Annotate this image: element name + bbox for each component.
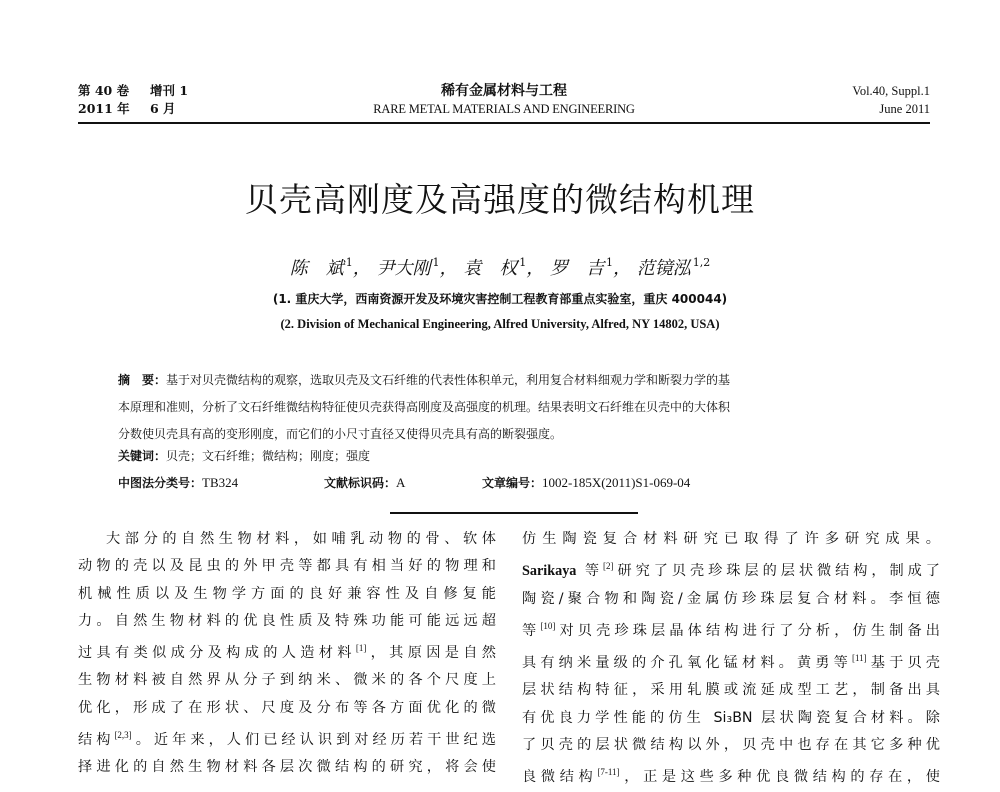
section-divider: [390, 512, 638, 514]
running-header: [78, 82, 930, 122]
body-line: [78, 635, 496, 667]
author-affiliation-mark: 1,2: [692, 256, 711, 269]
body-line: 动物的壳以及昆虫的外甲壳等都具有相当好的物理和: [78, 558, 496, 575]
author-ref: Sarikaya: [522, 563, 577, 580]
author-separator: ，: [612, 258, 631, 279]
month-cn: 6 月: [150, 101, 176, 116]
document-code: [324, 473, 405, 493]
author-affiliation-mark: 1: [519, 256, 527, 269]
text-segment: 过具有类似成分及构成的人造材料: [78, 645, 356, 662]
keywords: [118, 446, 370, 466]
body-line: 了贝壳的层状微结构以外，贝壳中也存在其它多种优: [522, 737, 940, 754]
article-no-label: 文章编号：: [482, 476, 543, 490]
body-line: 力。自然生物材料的优良性质及特殊功能可能远远超: [78, 612, 496, 629]
text-segment: 等: [522, 622, 541, 639]
article-title: 贝壳高刚度及高强度的微结构机理: [245, 180, 755, 219]
citation: [10]: [540, 620, 556, 631]
volume-en: Vol.40, Suppl.1: [852, 84, 930, 98]
author-affiliation-mark: 1: [432, 256, 440, 269]
body-line: 仿生陶瓷复合材料研究已取得了许多研究成果。: [522, 531, 940, 547]
clc-label: 中图法分类号：: [118, 476, 203, 490]
text-segment: 结构: [78, 732, 115, 749]
body-line: 陶瓷/聚合物和陶瓷/金属仿珍珠层复合材料。李恒德: [522, 590, 940, 607]
author-name: 袁 权: [463, 258, 518, 279]
body-line: 层状结构特征，采用轧膜或流延成型工艺，制备出具: [522, 682, 940, 699]
body-line: 大部分的自然生物材料，如哺乳动物的骨、软体: [106, 531, 496, 547]
author-affiliation-mark: 1: [605, 256, 613, 269]
text-segment: 良微结构: [522, 769, 598, 786]
body-line: [522, 613, 940, 645]
author-separator: ，: [526, 258, 545, 279]
author-separator: ，: [439, 258, 458, 279]
author-name: 陈 斌: [289, 258, 344, 279]
abstract-label: 摘 要：: [118, 373, 167, 387]
citation: [2,3]: [114, 730, 132, 741]
doc-code-label: 文献标识码：: [324, 476, 397, 490]
body-column-right: [522, 526, 940, 792]
text-segment: 等: [576, 563, 604, 580]
body-line: [78, 722, 496, 754]
text-segment: 具有纳米量级的介孔氧化锰材料。黄勇等: [522, 655, 852, 672]
abstract-text: 基于对贝壳微结构的观察，选取贝壳及文石纤维的代表性体积单元，利用复合材料细观力学和断裂力学的基: [166, 373, 731, 387]
article-no-value: 1002-185X(2011)S1-069-04: [542, 475, 691, 490]
clc-value: TB324: [202, 475, 239, 490]
body-column-left: [78, 526, 496, 782]
header-rule: [78, 122, 930, 124]
body-line: 有优良力学性能的仿生 Si₃BN 层状陶瓷复合材料。除: [522, 709, 940, 726]
author-separator: ，: [352, 258, 371, 279]
citation: [1]: [355, 643, 367, 654]
issue-cn: 增刊 1: [150, 83, 189, 98]
body-line: 生物材料被自然界从分子到纳米、微米的各个尺度上: [78, 672, 496, 689]
citation: [2]: [603, 561, 614, 572]
author-affiliation-mark: 1: [345, 256, 353, 269]
journal-name-cn: 稀有金属材料与工程: [441, 83, 567, 99]
text-segment: ，其原因是自然: [366, 645, 496, 662]
clc-number: [118, 473, 238, 493]
text-segment: 基于贝壳: [866, 655, 940, 672]
volume-cn: 第 40 卷: [78, 83, 130, 98]
body-line: [522, 553, 940, 585]
date-en: June 2011: [879, 102, 930, 116]
keywords-label: 关键词：: [118, 449, 167, 463]
author-name: 罗 吉: [549, 258, 604, 279]
text-segment: 对贝壳珍珠层晶体结构进行了分析，仿生制备出: [555, 622, 940, 639]
article-number: [482, 473, 690, 493]
citation: [11]: [851, 653, 867, 664]
body-line: [522, 645, 940, 677]
text-segment: 。近年来，人们已经认识到对经历若干世纪选: [131, 732, 496, 749]
abstract: [118, 367, 908, 448]
author-name: 范镜泓: [636, 258, 691, 279]
author-name: 尹大刚: [376, 258, 431, 279]
body-line: 机械性质以及生物学方面的良好兼容性及自修复能: [78, 585, 496, 602]
doc-code-value: A: [396, 475, 406, 490]
keywords-value: 贝壳；文石纤维；微结构；刚度；强度: [166, 449, 371, 463]
issue-info-en: [852, 82, 930, 118]
abstract-line: 本原理和准则，分析了文石纤维微结构特征使贝壳获得高刚度及高强度的机理。结果表明文石纤维在贝壳中的大体积: [118, 400, 731, 414]
citation: [7-11]: [597, 767, 620, 778]
text-segment: ，正是这些多种优良微结构的存在，使: [619, 769, 940, 786]
abstract-line: [118, 367, 908, 394]
abstract-line: 分数使贝壳具有高的变形刚度，而它们的小尺寸直径又使得贝壳具有高的断裂强度。: [118, 427, 563, 441]
journal-name-en: RARE METAL MATERIALS AND ENGINEERING: [373, 102, 635, 116]
affiliation-1: (1. 重庆大学，西南资源开发及环境灾害控制工程教育部重点实验室，重庆 400044): [272, 292, 728, 306]
body-line: 择进化的自然生物材料各层次微结构的研究，将会使: [78, 759, 496, 776]
affiliation-2: (2. Division of Mechanical Engineering, Alfred University, Alfred, NY 14802, USA): [280, 317, 720, 331]
journal-name: [78, 82, 930, 118]
year-cn: 2011 年: [78, 101, 130, 116]
author-list: [0, 250, 1000, 282]
body-line: [522, 759, 940, 791]
text-segment: 研究了贝壳珍珠层的层状微结构，制成了: [613, 563, 940, 580]
body-line: 优化，形成了在形状、尺度及分布等各方面优化的微: [78, 699, 496, 716]
